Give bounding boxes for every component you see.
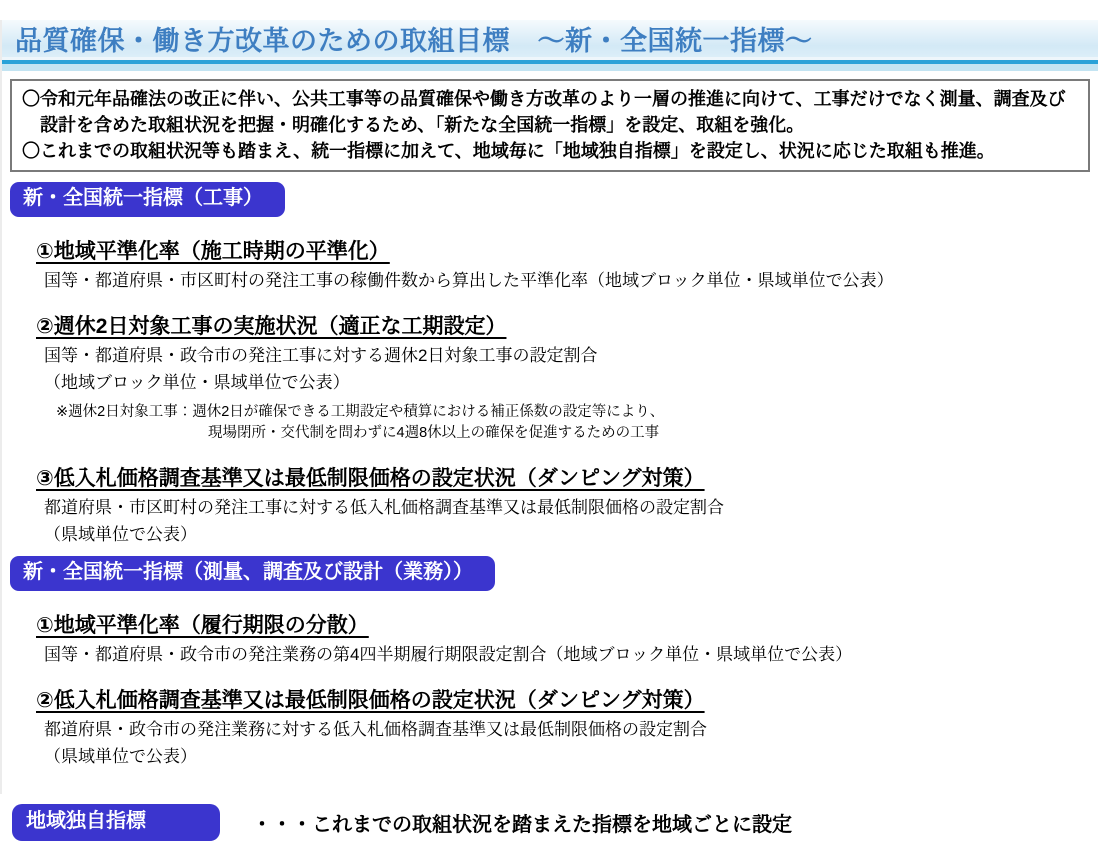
indicator-heading: ②週休2日対象工事の実施状況（適正な工期設定） bbox=[36, 315, 507, 338]
page-title: 品質確保・働き方改革のための取組目標 ～新・全国統一指標～ bbox=[15, 26, 813, 56]
indicator-description: （地域ブロック単位・県域単位で公表） bbox=[44, 373, 350, 392]
section-badge-services: 新・全国統一指標（測量、調査及び設計（業務）） bbox=[10, 556, 495, 591]
indicator-item-services-2 bbox=[36, 684, 1098, 768]
note-line-2: 現場閉所・交代制を問わずに4週8休以上の確保を促進するための工事 bbox=[208, 425, 660, 441]
indicator-description: （県域単位で公表） bbox=[44, 747, 197, 766]
summary-box bbox=[10, 79, 1090, 172]
summary-bullet-2: 〇これまでの取組状況等も踏まえ、統一指標に加えて、地域毎に「地域独自指標」を設定し、状況に応じた取組も推進。 bbox=[22, 141, 995, 161]
indicator-heading: ①地域平準化率（施工時期の平準化） bbox=[36, 240, 390, 263]
indicator-item-construction-1 bbox=[36, 235, 1098, 292]
indicator-description: 国等・都道府県・政令市の発注業務の第4四半期履行期限設定割合（地域ブロック単位・県域単位で公表） bbox=[44, 645, 853, 664]
regional-indicator-text: ・・・これまでの取組状況を踏まえた指標を地域ごとに設定 bbox=[252, 814, 792, 836]
page-header bbox=[2, 20, 1098, 71]
header-accent-strip bbox=[2, 64, 1098, 71]
indicator-note bbox=[56, 402, 1098, 444]
section-badge-construction: 新・全国統一指標（工事） bbox=[10, 182, 285, 217]
indicator-description: 都道府県・政令市の発注業務に対する低入札価格調査基準又は最低制限価格の設定割合 bbox=[44, 720, 707, 739]
indicator-description: （県域単位で公表） bbox=[44, 525, 197, 544]
title-band bbox=[2, 20, 1098, 57]
regional-indicator-badge: 地域独自指標 bbox=[12, 804, 220, 841]
section-services bbox=[36, 609, 1098, 768]
indicator-description: 都道府県・市区町村の発注工事に対する低入札価格調査基準又は最低制限価格の設定割合 bbox=[44, 498, 724, 517]
indicator-heading: ③低入札価格調査基準又は最低制限価格の設定状況（ダンピング対策） bbox=[36, 467, 705, 490]
regional-indicator-row bbox=[12, 804, 1098, 841]
slide bbox=[0, 20, 1098, 836]
section-construction bbox=[36, 235, 1098, 546]
indicator-heading: ②低入札価格調査基準又は最低制限価格の設定状況（ダンピング対策） bbox=[36, 689, 705, 712]
indicator-heading: ①地域平準化率（履行期限の分散） bbox=[36, 614, 369, 637]
indicator-description: 国等・都道府県・政令市の発注工事に対する週休2日対象工事の設定割合 bbox=[44, 346, 598, 365]
indicator-description: 国等・都道府県・市区町村の発注工事の稼働件数から算出した平準化率（地域ブロック単位・県域単位で公表） bbox=[44, 271, 894, 290]
indicator-item-services-1 bbox=[36, 609, 1098, 666]
note-line-1: ※週休2日対象工事：週休2日が確保できる工期設定や積算における補正係数の設定等により、 bbox=[56, 404, 665, 420]
indicator-item-construction-2 bbox=[36, 310, 1098, 444]
indicator-item-construction-3 bbox=[36, 462, 1098, 546]
summary-bullet-1: 〇令和元年品確法の改正に伴い、公共工事等の品質確保や働き方改革のより一層の推進に向けて、工事だけでなく測量、調査及び設計を含めた取組状況を把握・明確化するため、「新たな全国統一指標」を設定、取組を強化。 bbox=[22, 89, 1066, 135]
